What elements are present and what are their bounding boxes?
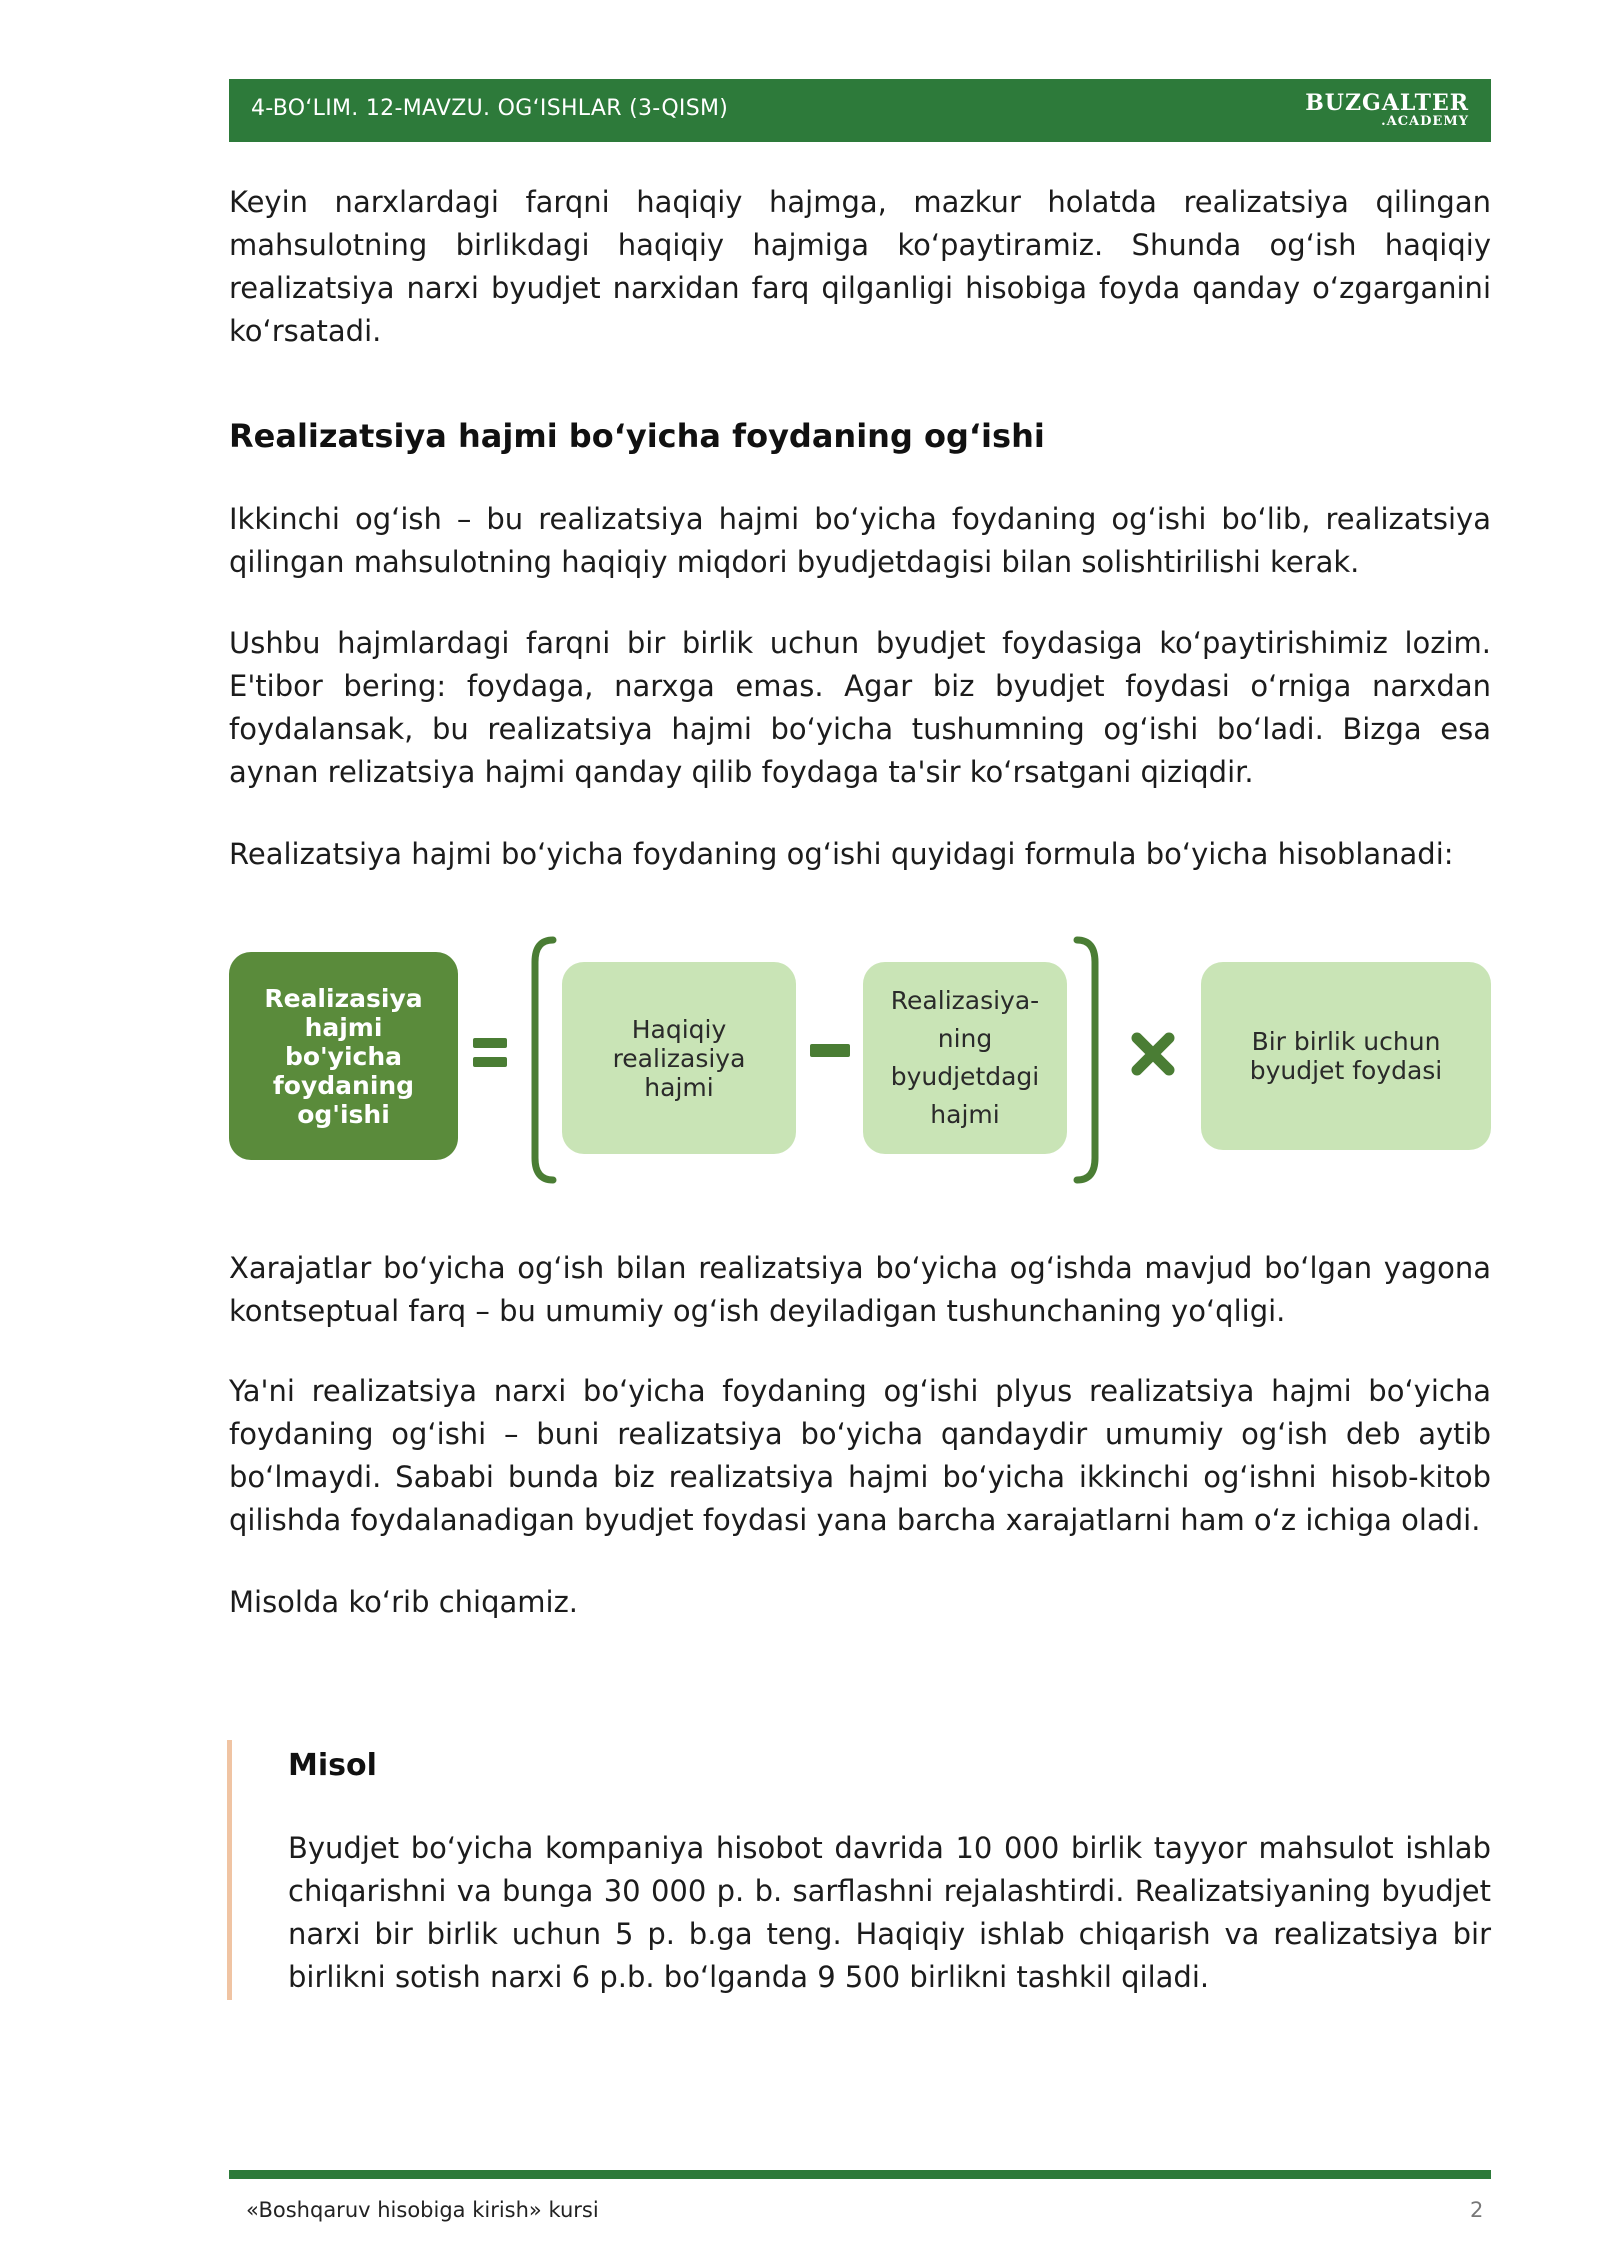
paragraph-1: Ikkinchi og‘ish – bu realizatsiya hajmi bo‘yicha foydaning og‘ishi bo‘lib, realizatsiya qilingan mahsulotning haqiqiy miqdori byudjetdagisi bilan solishtirilishi kerak. [229,502,1491,579]
formula-result-label: Realizasiya hajmi bo'yicha foydaning og'ishi [264,983,423,1129]
buzgalter-logo [1305,91,1469,128]
section-title: 4-BO‘LIM. 12-MAVZU. OG‘ISHLAR (3-QISM) [251,96,729,121]
paragraph-2: Ushbu hajmlardagi farqni bir birlik uchun byudjet foydasiga ko‘paytirishimiz lozim. E'tibor bering: foydaga, narxga emas. Agar biz byudjet foydasi o‘rniga narxdan foydalansak, bu realizatsiya hajmi bo‘yicha tushumning og‘ishi bo‘ladi. Bizga esa aynan relizatsiya hajmi qanday qilib foydaga ta'sir ko‘rsatgani qiziqdir. [229,626,1491,789]
formula-actual-box [562,962,796,1154]
example-text: Byudjet bo‘yicha kompaniya hisobot davrida 10 000 birlik tayyor mahsulot ishlab chiqarishni va bunga 30 000 p. b. sarflashni rejalashtirdi. Realizatsiyaning byudjet narxi bir birlik uchun 5 p. b.ga teng. Haqiqiy ishlab chiqarish va realizatsiya bir birlikni sotish narxi 6 p.b. bo‘lganda 9 500 birlikni tashkil qiladi. [288,1831,1491,1994]
formula-result-box [229,952,458,1160]
formula-budget-label: Realizasiya-ning byudjetdagi hajmi [890,986,1040,1129]
section-heading: Realizatsiya hajmi bo‘yicha foydaning og‘ishi [229,417,1045,455]
formula-diagram [229,930,1491,1190]
multiply-sign-icon [1129,1030,1177,1078]
equals-sign-bottom [473,1057,507,1067]
paragraph-3: Realizatsiya hajmi bo‘yicha foydaning og‘ishi quyidagi formula bo‘yicha hisoblanadi: [229,837,1454,871]
formula-unit-profit-box [1201,962,1491,1150]
formula-budget-box [863,962,1067,1154]
page-number: 2 [1470,2198,1484,2222]
intro-paragraph: Keyin narxlardagi farqni haqiqiy hajmga, mazkur holatda realizatsiya qilingan mahsulotning birlikdagi haqiqiy hajmiga ko‘paytiramiz. Shunda og‘ish haqiqiy realizatsiya narxi byudjet narxidan farq qilganligi hisobiga foyda qanday o‘zgarganini ko‘rsatadi. [229,185,1491,348]
paragraph-5: Ya'ni realizatsiya narxi bo‘yicha foydaning og‘ishi plyus realizatsiya hajmi bo‘yicha foydaning og‘ishi – buni realizatsiya bo‘yicha qandaydir umumiy og‘ish deb aytib bo‘lmaydi. Sababi bunda biz realizatsiya hajmi bo‘yicha ikkinchi og‘ishni hisob-kitob qilishda foydalanadigan byudjet foydasi yana barcha xarajatlarni ham o‘z ichiga oladi. [229,1374,1491,1537]
footer-divider [229,2170,1491,2179]
left-bracket-icon [525,934,559,1186]
footer-course-name: «Boshqaruv hisobiga kirish» kursi [246,2198,599,2222]
equals-sign-top [473,1038,507,1048]
paragraph-6: Misolda ko‘rib chiqamiz. [229,1585,579,1619]
minus-sign [810,1044,850,1057]
page-header [229,79,1491,142]
paragraph-4: Xarajatlar bo‘yicha og‘ish bilan realizatsiya bo‘yicha og‘ishda mavjud bo‘lgan yagona kontseptual farq – bu umumiy og‘ish deyiladigan tushunchaning yo‘qligi. [229,1251,1491,1328]
example-title: Misol [288,1748,377,1783]
formula-actual-label: Haqiqiy realizasiya hajmi [612,1014,746,1102]
formula-unit-profit-label: Bir birlik uchun byudjet foydasi [1249,1027,1443,1085]
right-bracket-icon [1071,934,1105,1186]
logo-sub-text: .ACADEMY [1381,114,1469,129]
example-accent-bar [227,1740,232,2000]
logo-main-text: BUZGALTER [1305,90,1469,116]
